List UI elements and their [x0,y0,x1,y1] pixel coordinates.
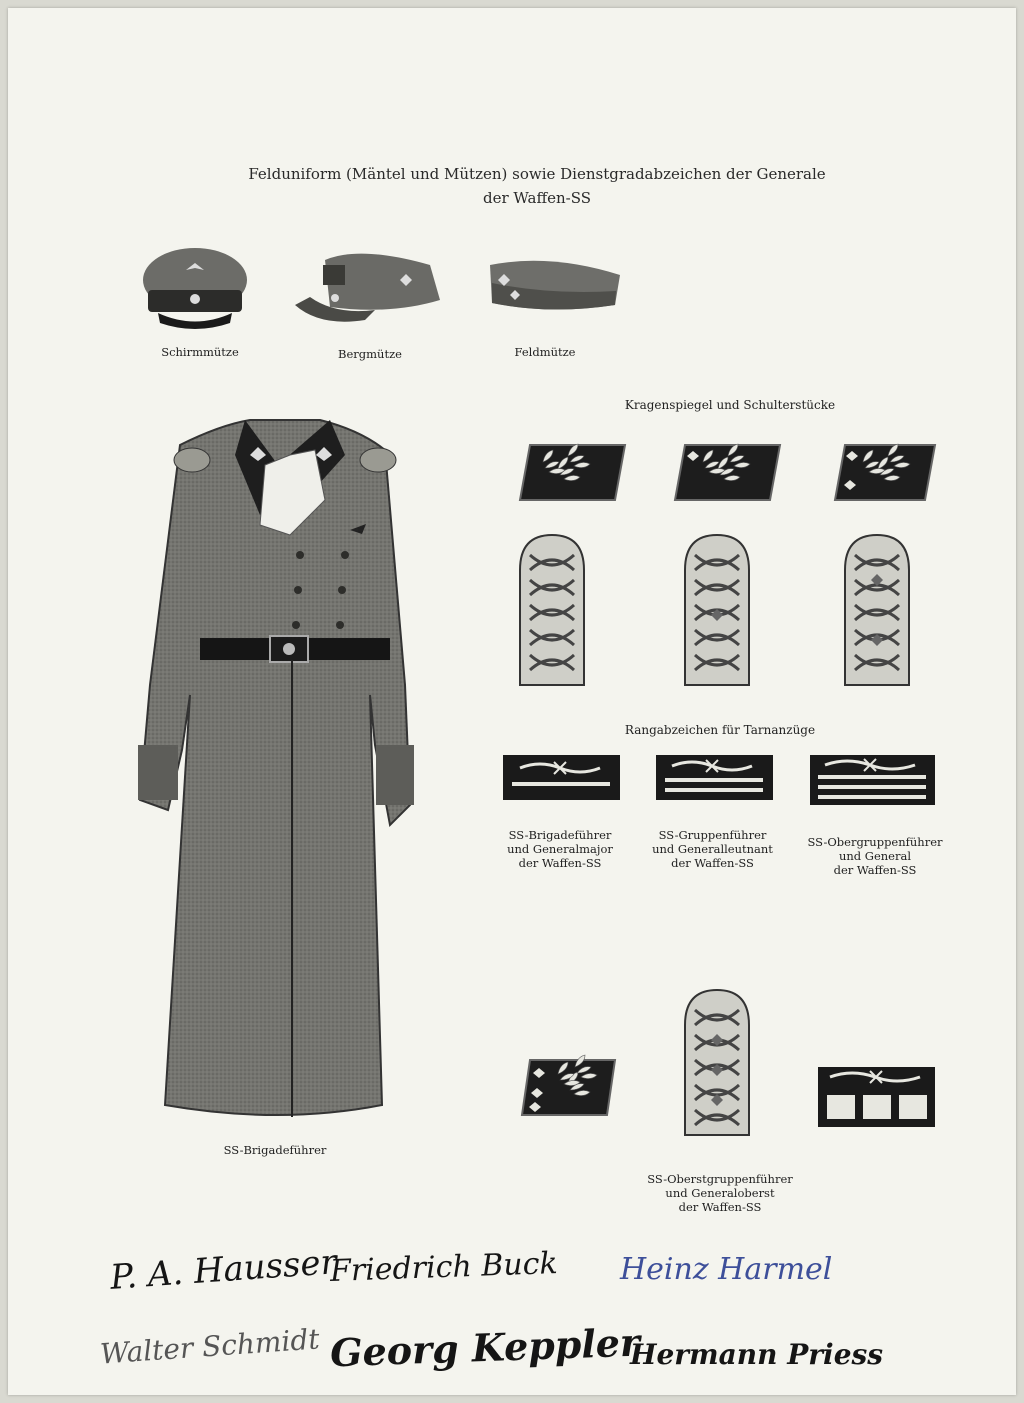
bergmuetze-label: Bergmütze [338,347,402,361]
rank-line: und Generaloberst [665,1186,775,1200]
rank-line: SS-Oberstgruppenführer [647,1172,793,1186]
title-line-1: Felduniform (Mäntel und Mützen) sowie Dienstgradabzeichen der Generale [248,165,826,183]
title-line-2: der Waffen-SS [482,189,592,207]
oberstgruppenfuehrer-insignia [515,985,945,1140]
rank-caption-obergruppenfuehrer [795,835,955,877]
signature-5: Georg Keppler [329,1319,641,1376]
rank-line: und Generalmajor [507,842,613,856]
signature-3: Heinz Harmel [620,1252,833,1287]
signature-6: Hermann Priess [630,1338,884,1371]
shoulder-board-2 [685,535,749,685]
oberst-collar-tab [522,1055,615,1115]
rank-line: der Waffen-SS [671,856,754,870]
caps-illustration [130,235,630,340]
rank-line: der Waffen-SS [833,863,917,877]
page-title [212,162,862,210]
rank-caption-gruppenfuehrer [645,828,780,870]
schirmmuetze-drawing [143,248,247,329]
rank-line: SS-Obergruppenführer [807,835,943,849]
feldmuetze-drawing [490,261,620,310]
schirmmuetze-label: Schirmmütze [161,345,239,359]
oberst-camo-patch [818,1067,935,1127]
camo-patch-obergruppenfuehrer [810,755,935,805]
feldmuetze-label: Feldmütze [514,345,576,359]
rank-line: der Waffen-SS [518,856,602,870]
camo-rank-insignia [500,750,950,810]
collar-tab-2 [675,444,780,500]
coat-label: SS-Brigadeführer [223,1143,327,1157]
camo-section-heading: Rangabzeichen für Tarnanzüge [624,723,816,737]
oberst-shoulder-board [685,990,749,1135]
rank-line: und General [838,849,912,863]
shoulder-board-3 [845,535,909,685]
rank-line: und Generalleutnant [652,842,773,856]
signature-2: Friedrich Buck [329,1246,559,1289]
collar-tab-3 [835,444,935,500]
collar-and-shoulder-insignia [515,440,945,690]
camo-patch-brigadefuehrer [503,755,620,800]
shoulder-board-1 [520,535,584,685]
signature-4: Walter Schmidt [99,1322,321,1371]
signature-1: P. A. Hausser [108,1242,338,1298]
collar-tab-1 [520,444,625,500]
rank-caption-brigadefuehrer [495,828,625,870]
rank-line: SS-Brigadeführer [508,828,612,842]
rank-line: der Waffen-SS [678,1200,762,1214]
collar-section-heading: Kragenspiegel und Schulterstücke [624,398,836,412]
camo-patch-gruppenfuehrer [656,755,773,800]
bergmuetze-drawing [295,254,440,322]
rank-caption-oberstgruppenfuehrer [625,1172,815,1214]
greatcoat-illustration [120,405,440,1120]
rank-line: SS-Gruppenführer [658,828,767,842]
